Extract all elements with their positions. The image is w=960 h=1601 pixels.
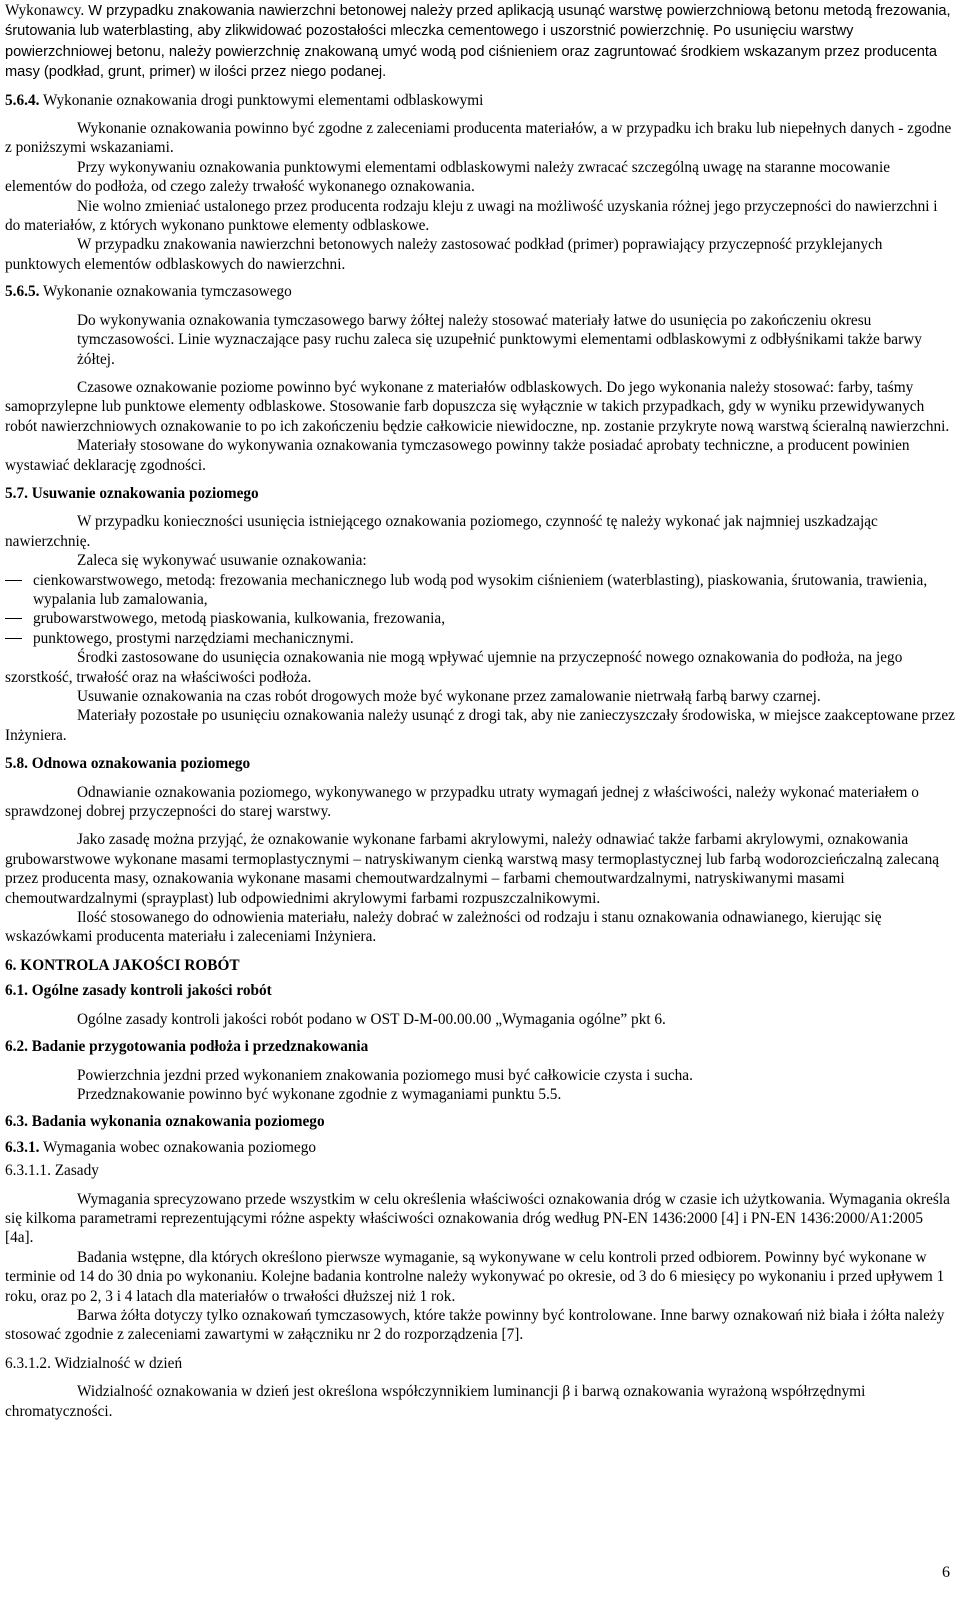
list-item: punktowego, prostymi narzędziami mechanicznymi. bbox=[5, 629, 955, 648]
heading-6-1: 6.1. Ogólne zasady kontroli jakości robót bbox=[5, 982, 272, 1000]
section-title: Wymagania wobec oznakowania poziomego bbox=[39, 1138, 317, 1156]
heading-6-3-1-2: 6.3.1.2. Widzialność w dzień bbox=[5, 1354, 183, 1372]
heading-5-6-5 bbox=[5, 282, 955, 301]
paragraph: Środki zastosowane do usunięcia oznakowania nie mogą wpływać ujemnie na przyczepność nowego oznakowania do podłoża, na jego szorstkość, trwałość oraz na właściwości podłoża. bbox=[5, 649, 903, 686]
paragraph: Materiały stosowane do wykonywania oznakowania tymczasowego powinny także posiadać aprobaty techniczne, a producent powinien wystawiać deklarację zgodności. bbox=[5, 437, 910, 474]
page-number: 6 bbox=[942, 1564, 950, 1581]
paragraph: Czasowe oznakowanie poziome powinno być wykonane z materiałów odblaskowych. Do jego wykonania należy stosować: farby, taśmy samoprzylepne lub punktowe elementy odblaskowe. Stosowanie farb dopuszcza się wyłącznie w takich przypadkach, gdy w wyniku przewidywanych robót nawierzchniowych oznakowanie to po ich zakończeniu będzie całkowicie niewidoczne, np. zostanie przykryte nową warstwą ścieralną nawierzchni. bbox=[5, 378, 950, 435]
paragraph: Odnawianie oznakowania poziomego, wykonywanego w przypadku utraty wymagań jednej z właściwości, należy wykonać materiałem o sprawdzonej dobrej przyczepności do starej warstwy. bbox=[5, 783, 919, 821]
heading-5-8: 5.8. Odnowa oznakowania poziomego bbox=[5, 755, 251, 773]
section-number: 5.6.4. bbox=[5, 91, 40, 109]
section-number: 5.6.5. bbox=[5, 283, 40, 301]
section-number: 6.3.1. bbox=[5, 1138, 40, 1156]
section-title: Wykonanie oznakowania tymczasowego bbox=[39, 283, 292, 301]
paragraph: Powierzchnia jezdni przed wykonaniem znakowania poziomego musi być całkowicie czysta i sucha. bbox=[77, 1066, 693, 1084]
paragraph: Przy wykonywaniu oznakowania punktowymi elementami odblaskowymi należy zwracać szczególną uwagę na staranne mocowanie elementów do podłoża, od czego zależy trwałość wykonanego oznakowania. bbox=[5, 158, 890, 196]
heading-6-3-1 bbox=[5, 1138, 955, 1157]
intro-paragraph bbox=[5, 1, 955, 83]
list-item: cienkowarstwowego, metodą: frezowania mechanicznego lub wodą pod wysokim ciśnieniem (waterblasting), piaskowania, śrutowania, trawienia, wypalania lub zamalowania, bbox=[5, 571, 955, 610]
paragraph: Do wykonywania oznakowania tymczasowego barwy żółtej należy stosować materiały łatwe do usunięcia po zakończeniu okresu tymczasowości. Linie wyznaczające pasy ruchu zaleca się uzupełnić punktowymi elementami odblaskowymi z odbłyśnikami także barwy żółtej. bbox=[77, 311, 922, 368]
heading-5-7: 5.7. Usuwanie oznakowania poziomego bbox=[5, 484, 259, 502]
paragraph: W przypadku znakowania nawierzchni betonowych należy zastosować podkład (primer) poprawiający przyczepność przyklejanych punktowych elementów odblaskowych do nawierzchni. bbox=[5, 236, 883, 273]
paragraph: Wykonanie oznakowania powinno być zgodne z zaleceniami producenta materiałów, a w przypadku ich braku lub niepełnych danych - zgodne z poniższymi wskazaniami. bbox=[5, 120, 952, 157]
heading-6-3: 6.3. Badania wykonania oznakowania poziomego bbox=[5, 1113, 325, 1131]
paragraph: Barwa żółta dotyczy tylko oznakowań tymczasowych, które także powinny być kontrolowane. Inne barwy oznakowań niż biała i żółta należy stosować zgodnie z zaleceniami zawartymi w załączniku nr 2 do rozporządzenia [7]. bbox=[5, 1306, 945, 1344]
paragraph: Jako zasadę można przyjąć, że oznakowanie wykonane farbami akrylowymi, należy odnawiać także farbami akrylowymi, oznakowania grubowarstwowe wykonane masami termoplastycznymi – natryskiwanym cienką warstwą masy termoplastycznej lub farbą wodorozcieńczalną zalecaną przez producenta masy, oznakowania wykonane masami chemoutwardzalnymi – farbami chemoutwardzalnymi, natryskiwanymi masami chemoutwardzalnymi (sprayplast) lub odpowiednimi akrylowymi farbami rozpuszczalnikowymi. bbox=[5, 831, 940, 907]
paragraph: Zaleca się wykonywać usuwanie oznakowania: bbox=[77, 552, 367, 570]
intro-text-2: Po usunięciu warstwy powierzchniowej betonu, należy powierzchnię znakowaną umyć wodą pod ciśnieniem oraz zagruntować środkiem wskazanym przez producenta masy (podkład, grunt, primer) w ilości przez niego podanej. bbox=[5, 23, 938, 81]
paragraph: Usuwanie oznakowania na czas robót drogowych może być wykonane przez zamalowanie nietrwałą farbą barwy czarnej. bbox=[77, 688, 821, 705]
intro-text-1: W przypadku znakowania nawierzchni betonowej należy przed aplikacją usunąć warstwę powierzchniową betonu metodą frezowania, śrutowania lub waterblasting, aby zlikwidować pozostałości mleczka cementowego i uszorstnić powierzchnię. bbox=[5, 3, 951, 40]
paragraph: W przypadku konieczności usunięcia istniejącego oznakowania poziomego, czynność tę należy wykonać jak najmniej uszkadzając nawierzchnię. bbox=[5, 513, 878, 550]
list-item: grubowarstwowego, metodą piaskowania, kulkowania, frezowania, bbox=[5, 609, 955, 628]
heading-6: 6. KONTROLA JAKOŚCI ROBÓT bbox=[5, 956, 240, 974]
heading-5-6-4 bbox=[5, 91, 955, 110]
paragraph: Badania wstępne, dla których określono pierwsze wymaganie, są wykonywane w celu kontroli przed odbiorem. Powinny być wykonane w terminie od 14 do 30 dnia po wykonaniu. Kolejne badania kontrolne należy wykonywać po okresie, od 3 do 6 miesięcy po wykonaniu i przed upływem 1 roku, oraz po 2, 3 i 4 latach dla materiałów o trwałości dłuższej niż 1 rok. bbox=[5, 1248, 945, 1305]
heading-6-3-1-1: 6.3.1.1. Zasady bbox=[5, 1162, 99, 1180]
paragraph: Przedznakowanie powinno być wykonane zgodnie z wymaganiami punktu 5.5. bbox=[77, 1085, 562, 1103]
paragraph: Materiały pozostałe po usunięciu oznakowania należy usunąć z drogi tak, aby nie zanieczyszczały środowiska, w miejsce zaakceptowane przez Inżyniera. bbox=[5, 707, 955, 744]
paragraph: Ilość stosowanego do odnowienia materiału, należy dobrać w zależności od rodzaju i stanu oznakowania odnawianego, kierując się wskazówkami producenta materiału i zaleceniami Inżyniera. bbox=[5, 909, 882, 946]
paragraph: Nie wolno zmieniać ustalonego przez producenta rodzaju kleju z uwagi na możliwość uzyskania różnej jego przyczepności do nawierzchni i do materiałów, z których wykonano punktowe elementy odblaskowe. bbox=[5, 197, 938, 235]
heading-6-2: 6.2. Badanie przygotowania podłoża i przedznakowania bbox=[5, 1038, 369, 1056]
document-page bbox=[5, 1, 955, 1421]
paragraph: Wymagania sprecyzowano przede wszystkim w celu określenia właściwości oznakowania dróg w czasie ich użytkowania. Wymagania określa się kilkoma parametrami reprezentującymi różne aspekty właściwości oznakowania dróg według PN-EN 1436:2000 [4] i PN-EN 1436:2000/A1:2005 [4a]. bbox=[5, 1190, 950, 1247]
paragraph: Ogólne zasady kontroli jakości robót podano w OST D-M-00.00.00 „Wymagania ogólne” pkt 6. bbox=[77, 1010, 666, 1028]
section-title: Wykonanie oznakowania drogi punktowymi elementami odblaskowymi bbox=[39, 91, 484, 109]
intro-lead: Wykonawcy. bbox=[5, 2, 85, 19]
paragraph: Widzialność oznakowania w dzień jest określona współczynnikiem luminancji β i barwą oznakowania wyrażoną współrzędnymi chromatyczności. bbox=[5, 1383, 866, 1420]
